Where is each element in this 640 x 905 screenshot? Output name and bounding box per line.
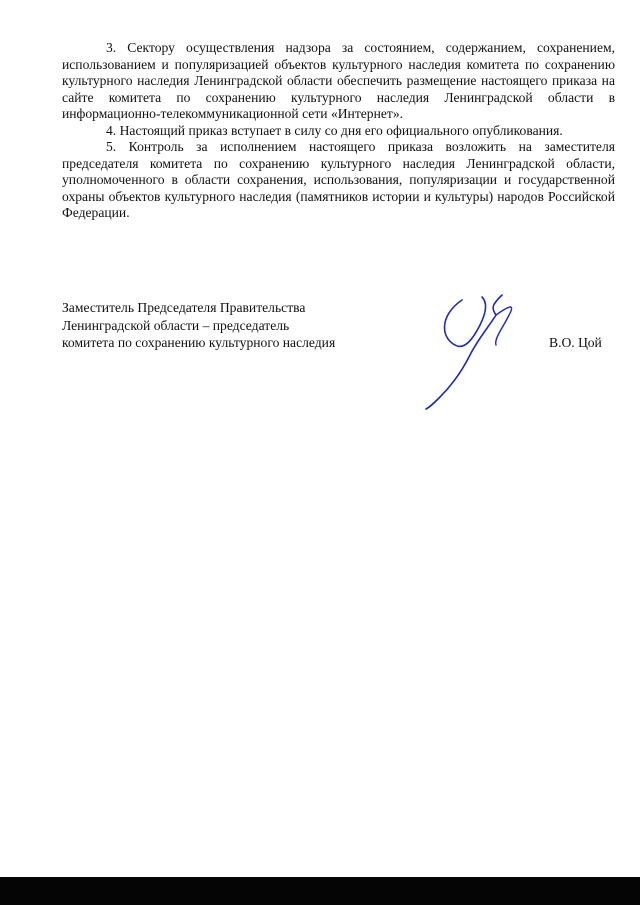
handwritten-signature <box>410 285 540 415</box>
signatory-name: В.О. Цой <box>549 335 602 350</box>
position-line-3: комитета по сохранению культурного наследия <box>62 335 336 350</box>
signatory-position <box>62 299 392 352</box>
position-line-1: Заместитель Председателя Правительства <box>62 300 306 315</box>
document-body <box>62 40 615 222</box>
paragraph-5: 5. Контроль за исполнением настоящего приказа возложить на заместителя председателя комитета по сохранению культурного наследия Ленинградской области, уполномоченного в области сохранения, использования, популяризации и государственной охраны объектов культурного наследия (памятников истории и культуры) народов Российской Федерации. <box>62 139 615 220</box>
paragraph-4: 4. Настоящий приказ вступает в силу со дня его официального опубликования. <box>106 122 563 138</box>
paragraph-3: 3. Сектору осуществления надзора за состоянием, содержанием, сохранением, использованием и популяризацией объектов культурного наследия комитета по сохранению культурного наследия Ленинградской области обеспечить размещение настоящего приказа на сайте комитета по сохранению культурного наследия Ленинградской области в информационно-телекоммуникационной сети «Интернет». <box>62 40 615 121</box>
position-line-2: Ленинградской области – председатель <box>62 317 290 333</box>
scan-bottom-border <box>0 877 640 905</box>
